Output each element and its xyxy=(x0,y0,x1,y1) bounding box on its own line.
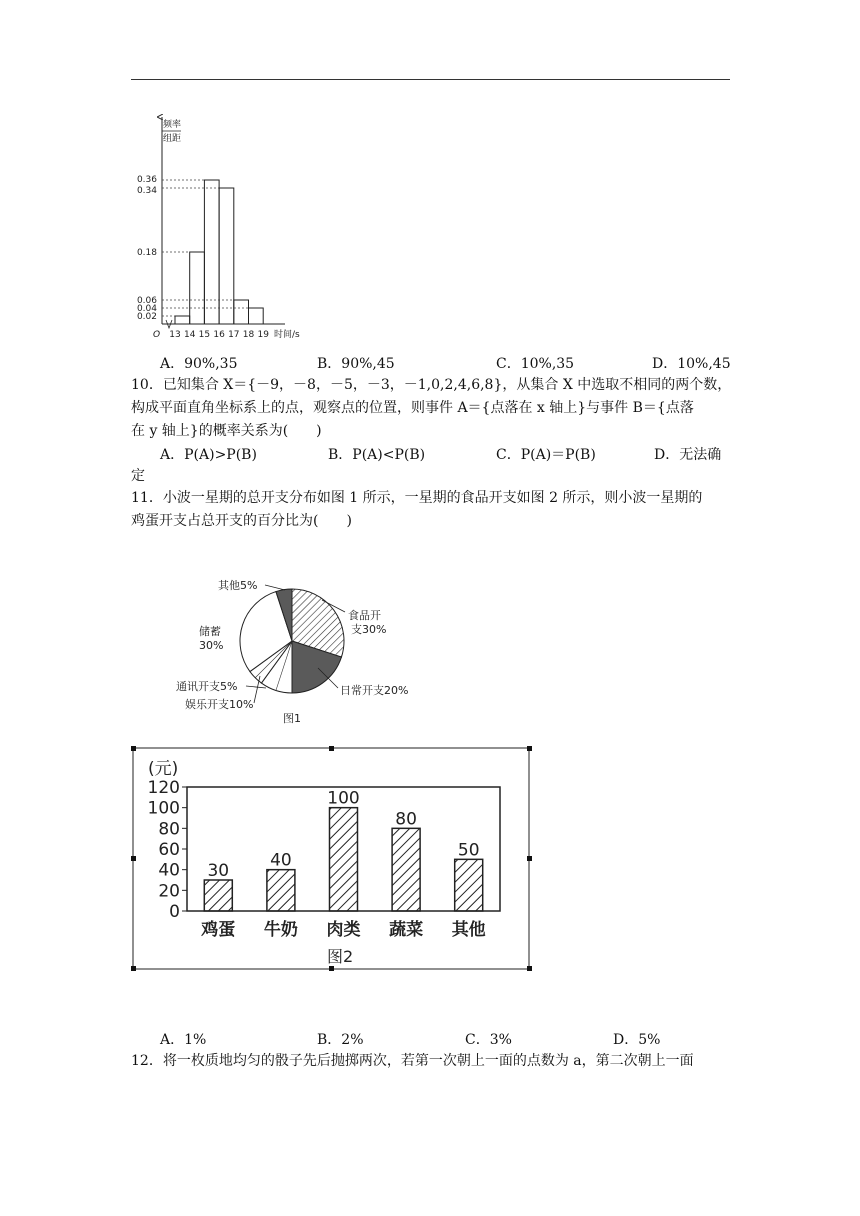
bar2-category-label: 蔬菜 xyxy=(389,920,424,940)
hist-x-tick-label: 15 xyxy=(198,330,211,340)
q10-option-a: A．P(A)>P(B) xyxy=(160,447,257,463)
hist-x-tick-label: 14 xyxy=(183,330,196,340)
hist-y-tick-label: 0.34 xyxy=(136,186,157,196)
pie-label-other: 其他5% xyxy=(218,579,258,592)
q10-option-d: D．无法确 xyxy=(654,447,722,463)
selection-handle-mr[interactable] xyxy=(527,856,532,861)
selection-handle-tr[interactable] xyxy=(527,746,532,751)
q11-option-c: C．3% xyxy=(465,1032,512,1048)
bar2-y-tick-label: 0 xyxy=(169,902,180,922)
q11-option-a: A．1% xyxy=(160,1032,207,1048)
hist-x-tick-label: 16 xyxy=(213,330,225,340)
q11-line2: 鸡蛋开支占总开支的百分比为( ) xyxy=(131,513,352,529)
bar2-bar xyxy=(267,870,295,911)
bar2-y-tick-label: 120 xyxy=(147,778,180,798)
q10-option-d-cont: 定 xyxy=(131,468,145,484)
q10-option-b: B．P(A)<P(B) xyxy=(328,447,426,463)
bar2-unit: (元) xyxy=(148,759,179,779)
pie-label-comm: 通讯开支5% xyxy=(176,680,238,693)
selection-handle-tl[interactable] xyxy=(131,746,136,751)
bar2-value-label: 100 xyxy=(327,788,360,809)
selection-handle-bl[interactable] xyxy=(131,966,136,971)
bar2-bar xyxy=(330,808,358,911)
pie-label-savings-2: 30% xyxy=(199,639,224,652)
pie-label-food-1: 食品开 xyxy=(348,609,381,622)
bar2-bar xyxy=(392,828,420,911)
q9-option-c: C．10%,35 xyxy=(496,356,575,372)
selection-handle-br[interactable] xyxy=(527,966,532,971)
bar2-value-label: 80 xyxy=(395,809,417,830)
bar2-category-label: 肉类 xyxy=(326,920,361,940)
hist-x-tick-label: 18 xyxy=(242,330,255,340)
hist-x-tick-label: 19 xyxy=(257,330,269,340)
hist-y-tick-label: 0.06 xyxy=(136,296,157,306)
bar2-y-tick-label: 80 xyxy=(158,819,180,840)
q10-option-c: C．P(A)＝P(B) xyxy=(496,447,596,463)
pie-label-food-2: 支30% xyxy=(351,623,387,636)
q11-option-b: B．2% xyxy=(317,1032,364,1048)
q12-line1: 12．将一枚质地均匀的骰子先后抛掷两次，若第一次朝上一面的点数为 a，第二次朝上一面 xyxy=(131,1053,694,1069)
hist-y-label-top: 频率 xyxy=(163,120,182,130)
hist-y-tick-label: 0.02 xyxy=(136,312,157,322)
bar2-value-label: 40 xyxy=(270,850,292,871)
hist-x-tick-label: 17 xyxy=(228,330,240,340)
selection-handle-tm[interactable] xyxy=(329,746,334,751)
pie-label-savings-1: 储蓄 xyxy=(199,625,221,638)
hist-y-tick-label: 0.36 xyxy=(136,175,157,185)
q10-line2: 构成平面直角坐标系上的点，观察点的位置，则事件 A＝{点落在 x 轴上}与事件 B＝{点落 xyxy=(131,400,694,416)
q10-line3: 在 y 轴上}的概率关系为( ) xyxy=(131,423,322,439)
bar2-caption: 图2 xyxy=(327,947,354,966)
selection-handle-ml[interactable] xyxy=(131,856,136,861)
q11-line1: 11．小波一星期的总开支分布如图 1 所示，一星期的食品开支如图 2 所示，则小波一星期的 xyxy=(131,490,703,506)
bar2-y-tick-label: 20 xyxy=(158,881,180,902)
bar2-y-tick-label: 100 xyxy=(147,798,180,819)
q9-option-d: D．10%,45 xyxy=(652,356,731,372)
hist-y-label-bottom: 组距 xyxy=(163,134,182,144)
hist-x-unit: 时间/s xyxy=(274,330,300,340)
bar2-y-tick-label: 60 xyxy=(158,840,180,860)
bar2-y-tick-label: 40 xyxy=(158,860,180,881)
hist-x-tick-label: 13 xyxy=(169,330,181,340)
q10-line1: 10．已知集合 X＝{－9，－8，－5，－3，－1,0,2,4,6,8}，从集合 X 中选取不相同的两个数， xyxy=(131,377,732,393)
pie-label-ent: 娱乐开支10% xyxy=(185,698,254,711)
hist-y-tick-label: 0.18 xyxy=(136,248,157,258)
bar2-category-label: 鸡蛋 xyxy=(201,920,236,940)
bar2-bar xyxy=(204,880,232,911)
q11-option-d: D．5% xyxy=(613,1032,661,1048)
bar2-value-label: 50 xyxy=(457,840,480,861)
hist-y-tick-label: 0.04 xyxy=(136,304,157,314)
pie-label-daily: 日常开支20% xyxy=(340,684,409,697)
selection-handle-bm[interactable] xyxy=(329,966,334,971)
bar2-value-label: 30 xyxy=(207,861,230,881)
bar2-category-label: 其他 xyxy=(451,920,486,940)
q9-option-b: B．90%,45 xyxy=(317,356,395,372)
hist-origin: O xyxy=(153,330,161,340)
pie-caption: 图1 xyxy=(283,712,301,725)
q9-option-a: A．90%,35 xyxy=(160,356,238,372)
bar2-bar xyxy=(455,859,483,911)
bar2-category-label: 牛奶 xyxy=(263,920,298,940)
